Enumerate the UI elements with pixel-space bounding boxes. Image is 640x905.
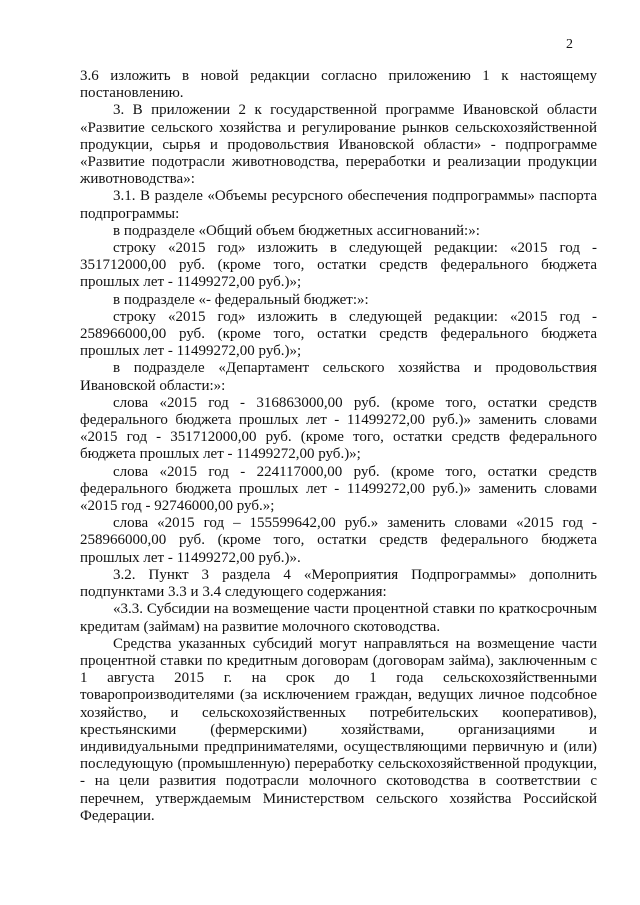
paragraph-subsection-department: в подразделе «Департамент сельского хозяйства и продовольствия Ивановской области:»: <box>80 360 597 394</box>
paragraph-words-replace-2: слова «2015 год - 224117000,00 руб. (кроме того, остатки средств федерального бюджета прошлых лет - 11499272,00 руб.)» заменить словами «2015 год - 92746000,00 руб.»; <box>80 463 597 515</box>
paragraph-subsection-federal: в подразделе «- федеральный бюджет:»: <box>113 291 369 308</box>
paragraph-item-3-1: 3.1. В разделе «Объемы ресурсного обеспечения подпрограммы» паспорта подпрограммы: <box>80 188 597 222</box>
paragraph-line-total-2015: строку «2015 год» изложить в следующей редакции: «2015 год - 351712000,00 руб. (кроме того, остатки средств федерального бюджета прошлых лет - 11499272,00 руб.)»; <box>80 240 597 291</box>
paragraph-item-3: 3. В приложении 2 к государственной программе Ивановской области «Развитие сельского хозяйства и регулирование рынков сельскохозяйственной продукции, сырья и продовольствия Ивановской области» - подпрограмме «Развитие подотрасли животноводства, переработки и реализации продукции животноводства»: <box>80 102 597 188</box>
paragraph-line-federal-2015: строку «2015 год» изложить в следующей редакции: «2015 год - 258966000,00 руб. (кроме того, остатки средств федерального бюджета прошлых лет - 11499272,00 руб.)»; <box>80 308 597 360</box>
page-number: 2 <box>566 37 573 52</box>
paragraph-item-3-2: 3.2. Пункт 3 раздела 4 «Мероприятия Подпрограммы» дополнить подпунктами 3.3 и 3.4 следующего содержания: <box>80 566 597 601</box>
paragraph-subsidy-details: Средства указанных субсидий могут направляться на возмещение части процентной ставки по кредитным договорам (договорам займа), заключенным с 1 августа 2015 г. на срок до 1 года сельскохозяйственными товаропроизводителями (за исключением граждан, ведущих личное подсобное хозяйство, и сельскохозяйственных потребительских кооперативов), крестьянскими (фермерскими) хозяйствами, организациями и индивидуальными предпринимателями, осуществляющими первичную и (или) последующую (промышленную) переработку сельскохозяйственной продукции, - на цели развития подотрасли молочного скотоводства в соответствии с перечнем, утверждаемым Министерством сельского хозяйства Российской Федерации. <box>80 635 597 824</box>
paragraph-words-replace-1: слова «2015 год - 316863000,00 руб. (кроме того, остатки средств федерального бюджета прошлых лет - 11499272,00 руб.)» заменить словами «2015 год - 351712000,00 руб. (кроме того, остатки средств федерального бюджета прошлых лет - 11499272,00 руб.)»; <box>80 394 597 463</box>
document-body <box>80 68 597 825</box>
paragraph-words-replace-3: слова «2015 год – 155599642,00 руб.» заменить словами «2015 год - 258966000,00 руб. (кроме того, остатки средств федерального бюджета прошлых лет - 11499272,00 руб.)». <box>80 515 597 566</box>
paragraph-subitem-3-3: «3.3. Субсидии на возмещение части процентной ставки по краткосрочным кредитам (займам) на развитие молочного скотоводства. <box>80 601 597 635</box>
paragraph-item-3-6: 3.6 изложить в новой редакции согласно приложению 1 к настоящему постановлению. <box>80 68 597 102</box>
paragraph-subsection-total: в подразделе «Общий объем бюджетных ассигнований:»: <box>113 222 480 239</box>
